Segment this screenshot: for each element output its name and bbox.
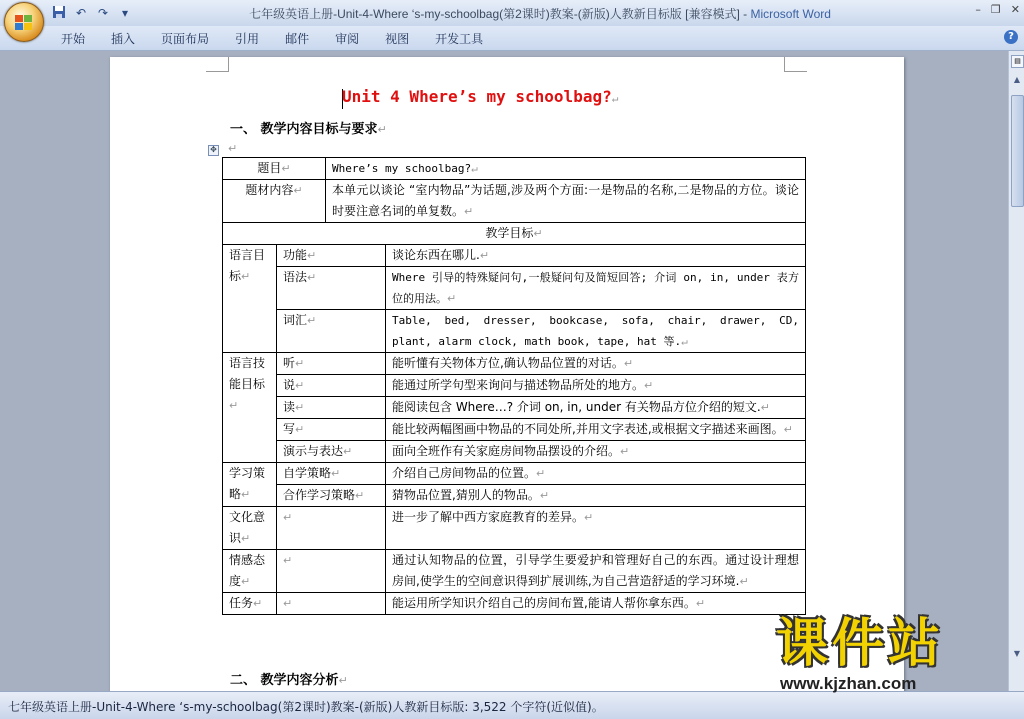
watermark-logo bbox=[776, 616, 1016, 696]
crop-mark-top-right bbox=[784, 57, 807, 72]
table-cell[interactable] bbox=[386, 441, 806, 463]
tab-mailings[interactable]: 邮件 bbox=[285, 32, 310, 46]
paragraph-mark: ↵ bbox=[620, 445, 630, 458]
customize-qat-icon[interactable]: ▾ bbox=[121, 6, 129, 20]
table-cell[interactable] bbox=[277, 550, 386, 593]
paragraph-mark: ↵ bbox=[355, 489, 365, 502]
document-page[interactable] bbox=[110, 57, 904, 691]
paragraph-mark: ↵ bbox=[281, 162, 291, 175]
app-name: Microsoft Word bbox=[750, 7, 831, 21]
paragraph-mark: ↵ bbox=[295, 401, 305, 414]
title-separator: - bbox=[739, 7, 751, 21]
tab-references[interactable]: 引用 bbox=[235, 32, 260, 46]
table-cell[interactable] bbox=[277, 463, 386, 485]
paragraph-mark: ↵ bbox=[338, 674, 348, 687]
table-cell[interactable] bbox=[386, 310, 806, 353]
watermark-url: www.kjzhan.com bbox=[780, 674, 917, 693]
cell-label: 任务 bbox=[229, 596, 254, 610]
tab-insert[interactable]: 插入 bbox=[111, 32, 136, 46]
table-row bbox=[223, 441, 806, 463]
crop-mark-top-left bbox=[206, 57, 229, 72]
cell-label: 词汇 bbox=[283, 313, 308, 327]
undo-icon[interactable]: ↶ bbox=[75, 6, 87, 20]
paragraph-mark: ↵ bbox=[471, 162, 478, 175]
table-cell[interactable] bbox=[277, 375, 386, 397]
table-row bbox=[223, 180, 806, 223]
table-row bbox=[223, 507, 806, 550]
window-title bbox=[150, 5, 930, 22]
paragraph-mark: ↵ bbox=[241, 488, 251, 501]
status-text: 七年级英语上册-Unit-4-Where ‘s-my-schoolbag(第2课时)教案-(新版)人教新目标版: 3,522 个字符(近似值)。 bbox=[8, 700, 604, 714]
paragraph-mark: ↵ bbox=[464, 205, 474, 218]
cell-value: 能阅读包含 Where…? 介词 on, in, under 有关物品方位介绍的短文. bbox=[392, 400, 761, 414]
table-cell[interactable] bbox=[223, 463, 277, 507]
cell-value: 能比较两幅图画中物品的不同处所,并用文字表述,或根据文字描述来画图。 bbox=[392, 422, 784, 436]
table-row bbox=[223, 267, 806, 310]
office-logo-icon bbox=[14, 12, 34, 32]
cell-label: 文化意识 bbox=[229, 510, 266, 545]
paragraph-mark: ↵ bbox=[228, 142, 238, 155]
table-row bbox=[223, 245, 806, 267]
paragraph-mark: ↵ bbox=[283, 511, 293, 524]
table-row bbox=[223, 419, 806, 441]
paragraph-mark: ↵ bbox=[295, 423, 305, 436]
table-row bbox=[223, 485, 806, 507]
paragraph-mark: ↵ bbox=[739, 575, 749, 588]
cell-label: 语言技能目标 bbox=[229, 356, 266, 391]
cell-label: 语言目标 bbox=[229, 248, 266, 283]
cell-label: 题目 bbox=[257, 161, 282, 175]
paragraph-mark: ↵ bbox=[623, 357, 634, 370]
table-cell[interactable] bbox=[223, 158, 326, 180]
tab-view[interactable]: 视图 bbox=[385, 32, 410, 46]
cell-value: 能运用所学知识介绍自己的房间布置,能请人帮你拿东西。 bbox=[392, 596, 696, 610]
table-move-handle-icon[interactable]: ✥ bbox=[208, 145, 219, 156]
table-row bbox=[223, 353, 806, 375]
minimize-button[interactable]: – bbox=[975, 3, 981, 16]
paragraph-mark: ↵ bbox=[539, 489, 550, 502]
paragraph-mark: ↵ bbox=[377, 123, 387, 136]
section-heading-2[interactable] bbox=[230, 669, 348, 688]
cell-label: 学习策略 bbox=[229, 466, 266, 501]
table-cell[interactable] bbox=[386, 353, 806, 375]
paragraph-mark: ↵ bbox=[783, 423, 793, 436]
section-heading-1-text: 一、 教学内容目标与要求 bbox=[230, 122, 378, 137]
table-row bbox=[223, 593, 806, 615]
table-row bbox=[223, 397, 806, 419]
cell-label: 语法 bbox=[283, 270, 308, 284]
cell-label: 写 bbox=[283, 422, 296, 436]
restore-button[interactable]: ❐ bbox=[990, 3, 1001, 16]
title-bar bbox=[0, 0, 1024, 27]
table-cell[interactable] bbox=[223, 353, 277, 463]
cell-label: 教学目标 bbox=[485, 226, 534, 240]
cell-value: 本单元以谈论 “室内物品”为话题,涉及两个方面:一是物品的名称,二是物品的方位。谈论时要注意名词的单复数。 bbox=[332, 183, 799, 218]
cell-value: 谈论东西在哪儿. bbox=[392, 248, 480, 262]
table-cell[interactable] bbox=[386, 507, 806, 550]
cell-value: 面向全班作有关家庭房间物品摆设的介绍。 bbox=[392, 444, 621, 458]
office-button[interactable] bbox=[4, 2, 44, 42]
table-row bbox=[223, 158, 806, 180]
paragraph-mark: ↵ bbox=[536, 467, 546, 480]
paragraph-mark: ↵ bbox=[307, 271, 317, 284]
paragraph-mark: ↵ bbox=[283, 554, 293, 567]
cell-label: 功能 bbox=[283, 248, 308, 262]
tab-review[interactable]: 审阅 bbox=[335, 32, 360, 46]
vertical-scrollbar[interactable] bbox=[1008, 51, 1024, 691]
paragraph-mark: ↵ bbox=[307, 249, 317, 262]
table-cell[interactable] bbox=[223, 223, 806, 245]
tab-home[interactable]: 开始 bbox=[61, 32, 86, 46]
table-cell[interactable] bbox=[386, 485, 806, 507]
paragraph-mark: ↵ bbox=[644, 379, 654, 392]
cell-value: 进一步了解中西方家庭教育的差异。 bbox=[392, 510, 585, 524]
cell-value: Where 引导的特殊疑问句,一般疑问句及简短回答; 介词 on, in, under 表方位的用法。 bbox=[392, 271, 799, 305]
paragraph-mark: ↵ bbox=[479, 249, 490, 262]
cell-label: 演示与表达 bbox=[283, 444, 344, 458]
table-cell[interactable] bbox=[277, 593, 386, 615]
paragraph-mark: ↵ bbox=[760, 401, 770, 414]
cell-label: 情感态度 bbox=[229, 553, 266, 588]
cell-value: Table, bed, dresser, bookcase, sofa, chair, drawer, CD, plant, alarm clock, math book, tape, hat 等. bbox=[392, 314, 799, 348]
paragraph-mark: ↵ bbox=[447, 292, 457, 305]
scroll-up-arrow-icon[interactable]: ▲ bbox=[1013, 75, 1021, 84]
paragraph-mark: ↵ bbox=[241, 575, 251, 588]
paragraph-mark: ↵ bbox=[283, 597, 293, 610]
section-heading-2-text: 二、 教学内容分析 bbox=[230, 673, 339, 688]
ribbon-tabs bbox=[48, 26, 496, 51]
close-button[interactable]: ✕ bbox=[1010, 3, 1020, 16]
table-cell[interactable] bbox=[386, 397, 806, 419]
document-workspace bbox=[0, 51, 1008, 691]
cell-value: 能听懂有关物体方位,确认物品位置的对话。 bbox=[392, 356, 624, 370]
watermark-text: 课件站 bbox=[776, 614, 945, 674]
paragraph-mark: ↵ bbox=[533, 227, 543, 240]
paragraph-mark: ↵ bbox=[343, 445, 353, 458]
table-cell[interactable] bbox=[277, 245, 386, 267]
table-cell[interactable] bbox=[223, 593, 277, 615]
tab-page-layout[interactable]: 页面布局 bbox=[161, 32, 210, 46]
cell-value: 介绍自己房间物品的位置。 bbox=[392, 466, 537, 480]
table-cell[interactable] bbox=[386, 419, 806, 441]
cell-label: 听 bbox=[283, 356, 296, 370]
save-icon[interactable] bbox=[50, 5, 68, 22]
table-row bbox=[223, 550, 806, 593]
paragraph-mark: ↵ bbox=[307, 314, 317, 327]
table-cell[interactable] bbox=[386, 267, 806, 310]
table-row bbox=[223, 223, 806, 245]
table-cell[interactable] bbox=[386, 245, 806, 267]
table-cell[interactable] bbox=[223, 245, 277, 353]
paragraph-mark: ↵ bbox=[241, 532, 251, 545]
paragraph-mark: ↵ bbox=[295, 357, 305, 370]
table-cell[interactable] bbox=[277, 267, 386, 310]
table-cell[interactable] bbox=[277, 419, 386, 441]
table-cell[interactable] bbox=[386, 550, 806, 593]
ribbon bbox=[0, 26, 1024, 51]
cell-label: 合作学习策略 bbox=[283, 488, 356, 502]
paragraph-mark: ↵ bbox=[681, 335, 688, 348]
table-row bbox=[223, 375, 806, 397]
table-row bbox=[223, 463, 806, 485]
cell-label: 说 bbox=[283, 378, 296, 392]
view-ruler-icon[interactable]: ▤ bbox=[1011, 55, 1024, 68]
table-cell[interactable] bbox=[277, 485, 386, 507]
table-cell[interactable] bbox=[223, 507, 277, 550]
table-cell[interactable] bbox=[277, 310, 386, 353]
help-icon[interactable]: ? bbox=[1004, 30, 1018, 44]
table-cell[interactable] bbox=[386, 463, 806, 485]
table-cell[interactable] bbox=[277, 441, 386, 463]
paragraph-mark: ↵ bbox=[584, 511, 594, 524]
table-cell[interactable] bbox=[223, 550, 277, 593]
paragraph-mark: ↵ bbox=[295, 379, 305, 392]
paragraph-mark: ↵ bbox=[241, 270, 251, 283]
table-cell[interactable] bbox=[386, 593, 806, 615]
table-cell[interactable] bbox=[223, 180, 326, 223]
document-name: 七年级英语上册-Unit-4-Where ‘s-my-schoolbag(第2课时)教案-(新版)人教新目标版 [兼容模式] bbox=[249, 7, 740, 21]
table-cell[interactable] bbox=[386, 375, 806, 397]
cell-value: 猜物品位置,猜别人的物品。 bbox=[392, 488, 540, 502]
paragraph-mark: ↵ bbox=[611, 92, 619, 105]
cell-value: 通过认知物品的位置，引导学生要爱护和管理好自己的东西。通过设计理想房间,使学生的空间意识得到扩展训练,为自己营造舒适的学习环境. bbox=[392, 553, 799, 588]
cell-value: Where’s my schoolbag? bbox=[332, 162, 472, 175]
scrollbar-thumb[interactable] bbox=[1011, 95, 1024, 207]
scroll-down-arrow-icon[interactable]: ▼ bbox=[1013, 649, 1021, 658]
table-cell[interactable] bbox=[277, 397, 386, 419]
section-heading-1[interactable] bbox=[230, 118, 387, 137]
cell-value: 能通过所学句型来询问与描述物品所处的地方。 bbox=[392, 378, 645, 392]
cell-label: 自学策略 bbox=[283, 466, 332, 480]
table-row bbox=[223, 310, 806, 353]
window-controls bbox=[975, 3, 1020, 16]
table-cell[interactable] bbox=[277, 507, 386, 550]
table-cell[interactable] bbox=[326, 180, 806, 223]
lesson-plan-table bbox=[222, 157, 806, 615]
table-cell[interactable] bbox=[326, 158, 806, 180]
redo-icon[interactable]: ↷ bbox=[97, 6, 109, 20]
cell-label: 题材内容 bbox=[245, 183, 294, 197]
table-cell[interactable] bbox=[277, 353, 386, 375]
paragraph-mark: ↵ bbox=[253, 597, 263, 610]
paragraph-mark: ↵ bbox=[293, 184, 303, 197]
document-heading[interactable] bbox=[342, 87, 618, 106]
quick-access-toolbar bbox=[50, 3, 134, 23]
paragraph-mark: ↵ bbox=[695, 597, 706, 610]
paragraph-mark: ↵ bbox=[229, 399, 239, 412]
heading-text: Unit 4 Where’s my schoolbag? bbox=[342, 87, 612, 106]
cell-label: 读 bbox=[283, 400, 296, 414]
tab-developer[interactable]: 开发工具 bbox=[435, 32, 484, 46]
paragraph-mark: ↵ bbox=[331, 467, 341, 480]
